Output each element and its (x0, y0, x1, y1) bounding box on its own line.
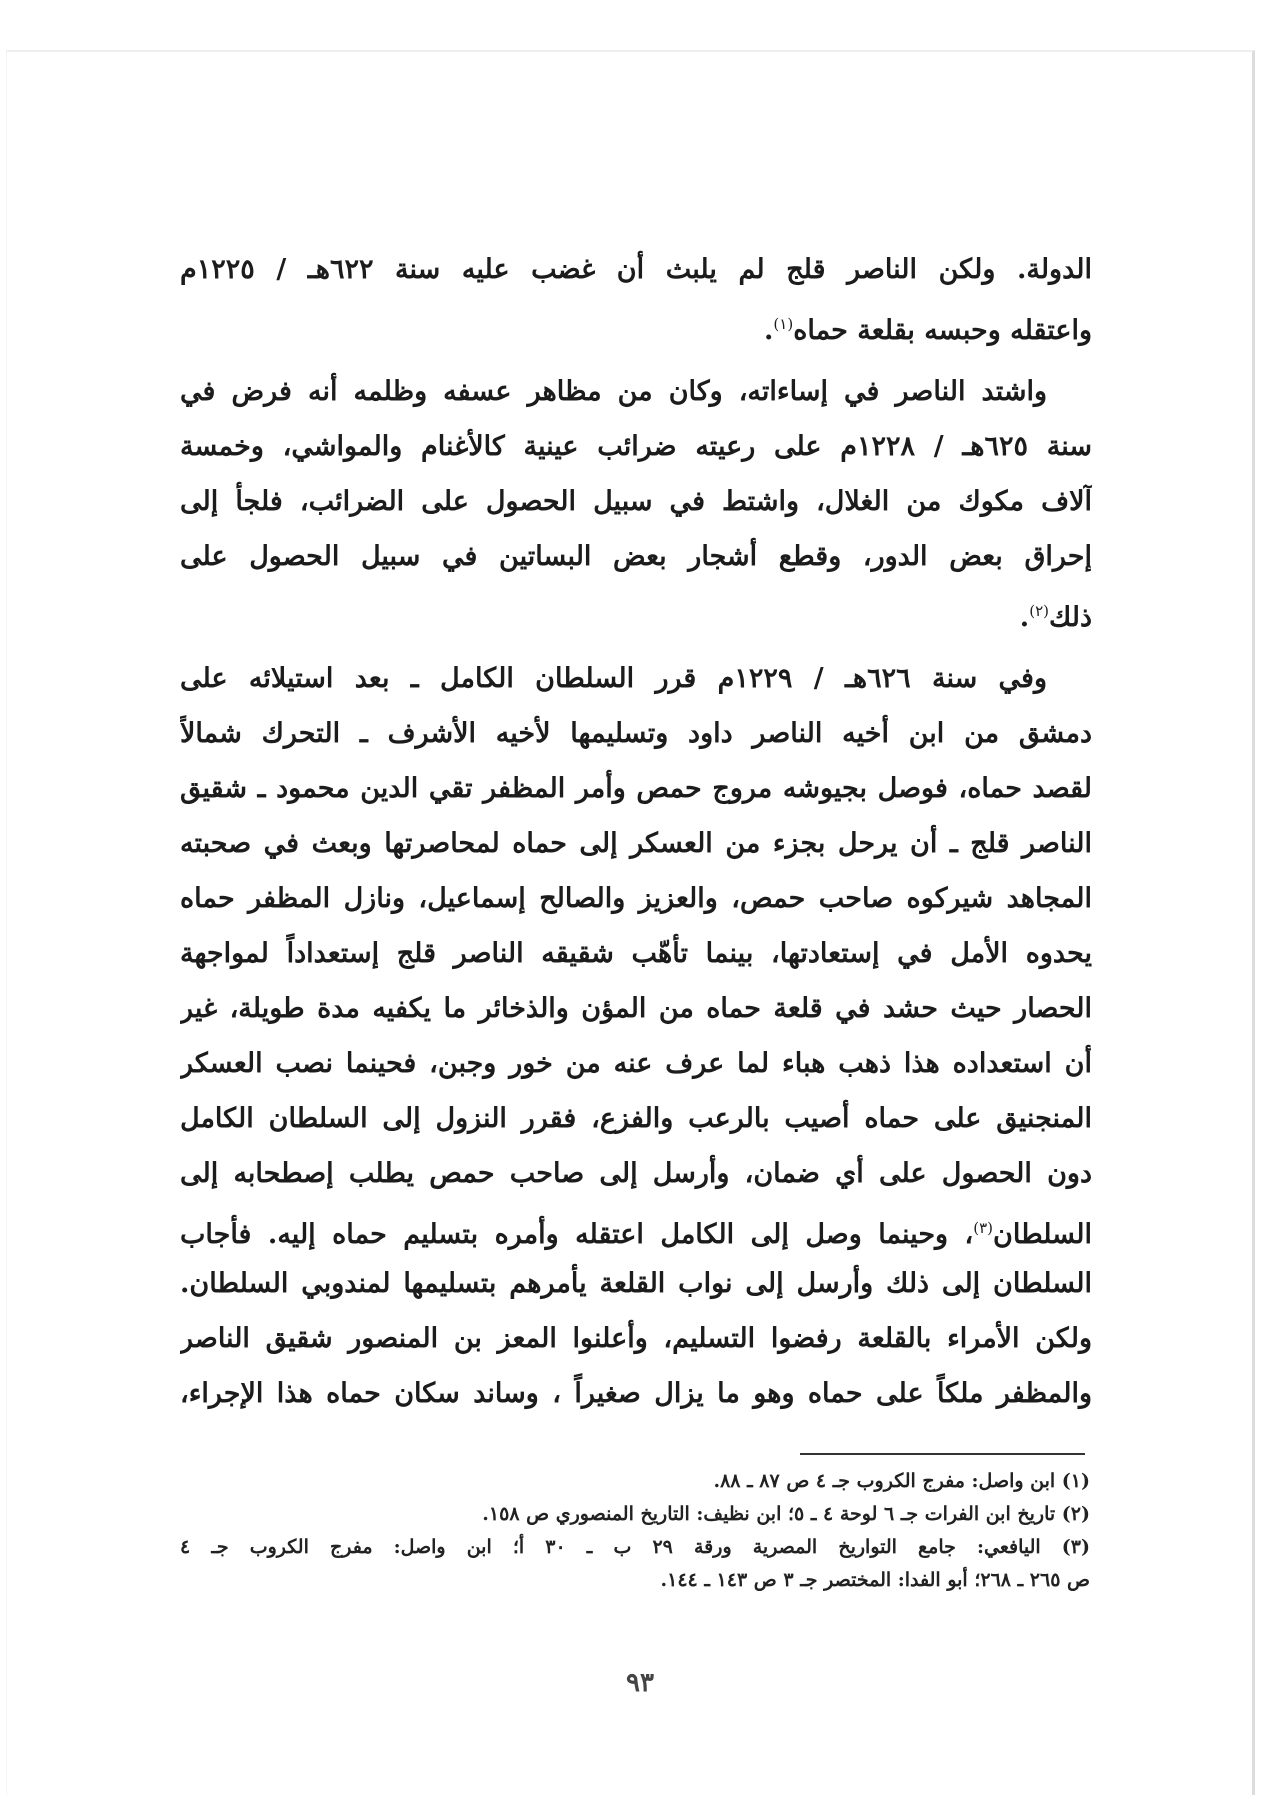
text-line: الدولة. ولكن الناصر قلج لم يلبث أن غضب عليه سنة ٦٢٢هـ / ١٢٢٥م (180, 254, 1092, 285)
text-line (180, 1201, 1092, 1256)
text-fragment: واعتقله وحبسه بقلعة حماه (793, 315, 1092, 346)
text-line: آلاف مكوك من الغلال، واشتط في سبيل الحصول على الضرائب، فلجأ إلى (180, 486, 1092, 517)
footnote-2: (٢) تاريخ ابن الفرات جـ ٦ لوحة ٤ ـ ٥؛ ابن نظيف: التاريخ المنصوري ص ١٥٨. (482, 1503, 1090, 1525)
footnote-ref-2[interactable]: (٢) (1029, 602, 1049, 620)
text-line: لقصد حماه، فوصل بجيوشه مروج حمص وأمر المظفر تقي الدين محمود ـ شقيق (180, 773, 1092, 804)
text-line: ولكن الأمراء بالقلعة رفضوا التسليم، وأعلنوا المعز بن المنصور شقيق الناصر (180, 1323, 1092, 1354)
text-line (180, 297, 1092, 352)
footnote-3-continued: ص ٢٦٥ ـ ٢٦٨؛ أبو الفدا: المختصر جـ ٣ ص ١٤٣ ـ ١٤٤. (660, 1569, 1090, 1591)
text-line (180, 584, 1092, 639)
paragraph (180, 242, 1092, 352)
page-number: ٩٣ (626, 1668, 654, 1698)
sentence-end: . (1019, 602, 1030, 633)
text-line: إحراق بعض الدور، وقطع أشجار بعض البساتين في سبيل الحصول على (180, 541, 1092, 572)
text-line: واشتد الناصر في إساءاته، وكان من مظاهر عسفه وظلمه أنه فرض في (180, 376, 1047, 407)
text-line: الحصار حيث حشد في قلعة حماه من المؤن والذخائر ما يكفيه مدة طويلة، غير (180, 993, 1092, 1024)
text-line: أن استعداده هذا ذهب هباء لما عرف عنه من خور وجبن، فحينما نصب العسكر (180, 1048, 1092, 1079)
footnote-1: (١) ابن واصل: مفرج الكروب جـ ٤ ص ٨٧ ـ ٨٨. (713, 1470, 1090, 1492)
text-line: والمظفر ملكاً على حماه وهو ما يزال صغيراً ، وساند سكان حماه هذا الإجراء، (180, 1378, 1092, 1409)
paragraph (180, 651, 1092, 1421)
text-line: دون الحصول على أي ضمان، وأرسل إلى صاحب حمص يطلب إصطحابه إلى (180, 1158, 1092, 1189)
text-line: الناصر قلج ـ أن يرحل بجزء من العسكر إلى حماه لمحاصرتها وبعث في صحبته (180, 828, 1092, 859)
text-line: دمشق من ابن أخيه الناصر داود وتسليمها لأخيه الأشرف ـ التحرك شمالاً (180, 718, 1092, 749)
main-text (180, 242, 1092, 1421)
footnote-ref-1[interactable]: (١) (773, 315, 794, 333)
text-fragment: ، وحينما وصل إلى الكامل اعتقله وأمره بتسليم حماه إليه. فأجاب (180, 1219, 974, 1250)
text-fragment: السلطان (993, 1219, 1092, 1250)
sentence-end: . (764, 315, 774, 346)
paragraph (180, 364, 1092, 639)
footnotes (180, 1465, 1090, 1597)
text-fragment: ذلك (1048, 602, 1092, 633)
text-line: وفي سنة ٦٢٦هـ / ١٢٢٩م قرر السلطان الكامل ـ بعد استيلائه على (180, 663, 1048, 694)
text-line: يحدوه الأمل في إستعادتها، بينما تأهّب شقيقه الناصر قلج إستعداداً لمواجهة (180, 938, 1092, 969)
text-line: السلطان إلى ذلك وأرسل إلى نواب القلعة يأمرهم بتسليمها لمندوبي السلطان. (180, 1268, 1092, 1299)
footnote-ref-3[interactable]: (٣) (973, 1219, 994, 1237)
text-line: المنجنيق على حماه أصيب بالرعب والفزع، فقرر النزول إلى السلطان الكامل (180, 1103, 1092, 1134)
text-line: المجاهد شيركوه صاحب حمص، والعزيز والصالح إسماعيل، ونازل المظفر حماه (180, 883, 1092, 914)
footnote-separator (800, 1453, 1085, 1455)
text-line: سنة ٦٢٥هـ / ١٢٢٨م على رعيته ضرائب عينية كالأغنام والمواشي، وخمسة (180, 431, 1092, 462)
footnote-3: (٣) اليافعي: جامع التواريخ المصرية ورقة ٢٩ ب ـ ٣٠ أ؛ ابن واصل: مفرج الكروب جـ ٤ (180, 1536, 1090, 1558)
